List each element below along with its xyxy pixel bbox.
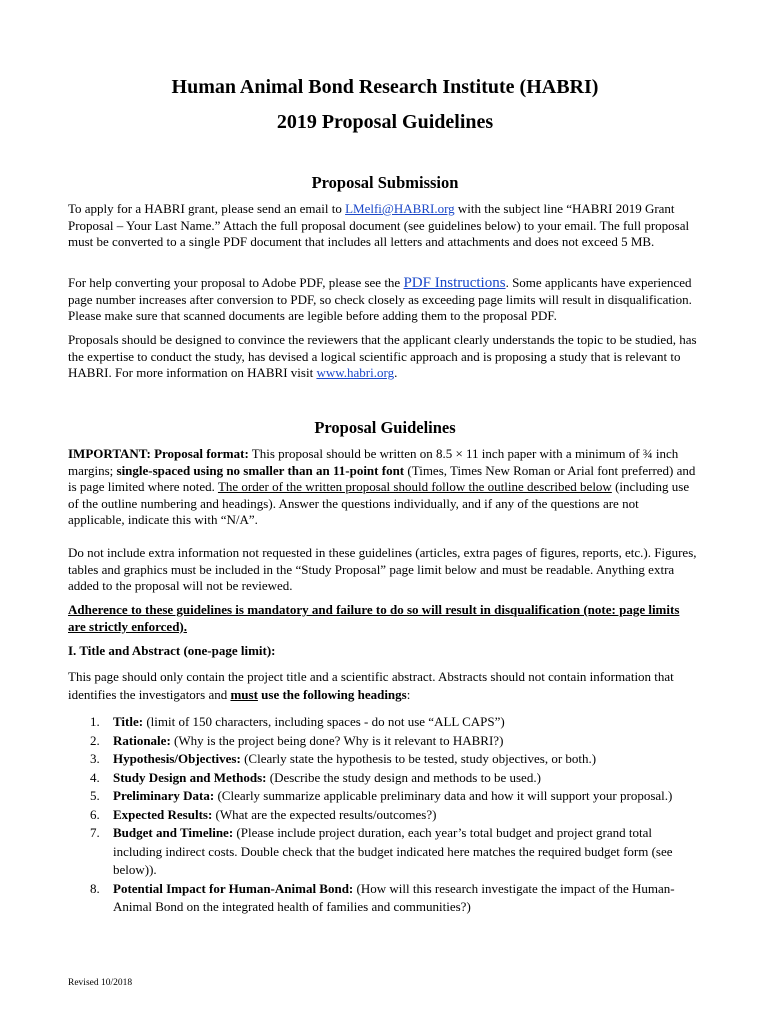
section-1-heading: I. Title and Abstract (one-page limit): — [68, 643, 276, 658]
important-label: IMPORTANT: Proposal format: — [68, 446, 249, 461]
item-label: Rationale: — [113, 732, 171, 748]
submission-p3-period: . — [394, 365, 398, 380]
item-text: (Please include project duration, each year’s total budget and project grand total including indirect costs. Double check that the budget indicated here matches the required budget form (see below)). — [113, 825, 673, 877]
important-bold-font: single-spaced using no smaller than an 11-point font — [116, 462, 405, 478]
important-text-1: This proposal should be written on 8.5 × 11 inch paper with a minimum of ¾ inch margins; — [68, 446, 679, 478]
item-label: Expected Results: — [113, 806, 213, 822]
submission-paragraph-1 — [68, 201, 698, 251]
list-item: 4. Study Design and Methods: (Describe the study design and methods to be used.) — [90, 769, 541, 785]
item-text: (Clearly summarize applicable preliminary data and how it will support your proposal.) — [214, 788, 673, 803]
submission-p3-text: Proposals should be designed to convince the reviewers that the applicant clearly understands the topic to be studied, has the expertise to conduct the study, has devised a logical scientific approach and is proposing a study that is relevant to HABRI. For more information on HABRI visit — [68, 332, 697, 380]
section-1-intro — [68, 668, 698, 704]
item-label: Preliminary Data: — [113, 788, 215, 803]
item-label: Hypothesis/Objectives: — [113, 751, 241, 766]
list-item: 5. Preliminary Data: (Clearly summarize applicable preliminary data and how it will support your proposal.) — [90, 788, 673, 803]
item-label: Title: — [113, 714, 144, 729]
adherence-notice: Adherence to these guidelines is mandatory and failure to do so will result in disqualification (note: page limits are strictly enforced). — [68, 602, 680, 634]
important-text-3: (including use of the outline numbering and headings). Answer the questions individually, and if any of the questions are not applicable, indicate this with “N/A”. — [68, 479, 690, 527]
submission-p1-text: To apply for a HABRI grant, please send an email to — [68, 201, 346, 216]
list-item: 6. Expected Results: (What are the expected results/outcomes?) — [90, 806, 437, 822]
list-item: 3. Hypothesis/Objectives: (Clearly state the hypothesis to be tested, study objectives, or both.) — [90, 751, 597, 766]
habri-website-link[interactable]: www.habri.org — [316, 365, 395, 380]
proposal-submission-heading: Proposal Submission — [311, 173, 459, 192]
proposal-guidelines-heading: Proposal Guidelines — [314, 418, 456, 437]
submission-p1-text-rest: with the subject line “HABRI 2019 Grant Proposal – Your Last Name.” Attach the full proposal document (see guidelines below) to your email. The full proposal must be converted to a single PDF document that includes all letters and attachments and does not exceed 5 MB. — [68, 201, 690, 249]
item-label: Potential Impact for Human-Animal Bond: — [113, 880, 354, 896]
list-item: 2. Rationale: (Why is the project being done? Why is it relevant to HABRI?) — [90, 732, 504, 748]
section-1-intro-text: This page should only contain the project title and a scientific abstract. Abstracts should not contain information that identifies the investigators and — [68, 669, 674, 702]
item-label: Study Design and Methods: — [113, 769, 267, 785]
submission-p2-text: For help converting your proposal to Adobe PDF, please see the — [68, 275, 404, 290]
pdf-instructions-link[interactable]: PDF Instructions — [403, 275, 506, 291]
list-item: 8. Potential Impact for Human-Animal Bond: (How will this research investigate the impact of the Human-Animal Bond on the integrated health of families and communities?) — [90, 880, 675, 914]
item-text: (What are the expected results/outcomes?) — [212, 806, 437, 822]
item-text: (Describe the study design and methods to be used.) — [266, 769, 541, 785]
item-text: (How will this research investigate the impact of the Human-Animal Bond on the integrated health of families and communities?) — [113, 880, 675, 914]
item-text: (Clearly state the hypothesis to be tested, study objectives, or both.) — [240, 751, 597, 766]
list-item: 7. Budget and Timeline: (Please include project duration, each year’s total budget and project grand total including indirect costs. Double check that the budget indicated here matches the required budget form (see below)). — [90, 825, 673, 877]
item-text: (limit of 150 characters, including spaces - do not use “ALL CAPS”) — [143, 714, 505, 729]
important-outline-order: The order of the written proposal should follow the outline described below — [217, 479, 612, 494]
document-subtitle: 2019 Proposal Guidelines — [276, 111, 494, 133]
submission-p2-text-rest: . Some applicants have experienced page number increases after conversion to PDF, so check closely as exceeding page limits will result in disqualification. Please make sure that scanned documents are legible before adding them to the proposal PDF. — [68, 275, 692, 323]
extra-info-paragraph: Do not include extra information not requested in these guidelines (articles, extra pages of figures, reports, etc.). Figures, tables and graphics must be included in the “Study Proposal” page limit below and must be readable. Anything extra added to the proposal will not be reviewed. — [68, 545, 697, 593]
item-text: (Why is the project being done? Why is it relevant to HABRI?) — [170, 732, 504, 748]
important-paragraph — [68, 446, 698, 529]
section-1-colon: : — [406, 687, 411, 702]
submission-paragraph-3 — [68, 332, 698, 382]
revision-footer: Revised 10/2018 — [68, 978, 133, 988]
list-item: 1. Title: (limit of 150 characters, including spaces - do not use “ALL CAPS”) — [90, 714, 505, 729]
section-1-use-headings: use the following headings — [257, 687, 407, 702]
submission-paragraph-2 — [68, 275, 698, 325]
item-label: Budget and Timeline: — [113, 825, 234, 840]
document-title: Human Animal Bond Research Institute (HABRI) — [171, 76, 599, 98]
email-link[interactable]: LMelfi@HABRI.org — [345, 201, 455, 216]
abstract-headings-list — [68, 713, 698, 917]
section-1-must: must — [230, 687, 258, 702]
important-text-2: (Times, Times New Roman or Arial font preferred) and is page limited where noted. — [68, 462, 696, 494]
